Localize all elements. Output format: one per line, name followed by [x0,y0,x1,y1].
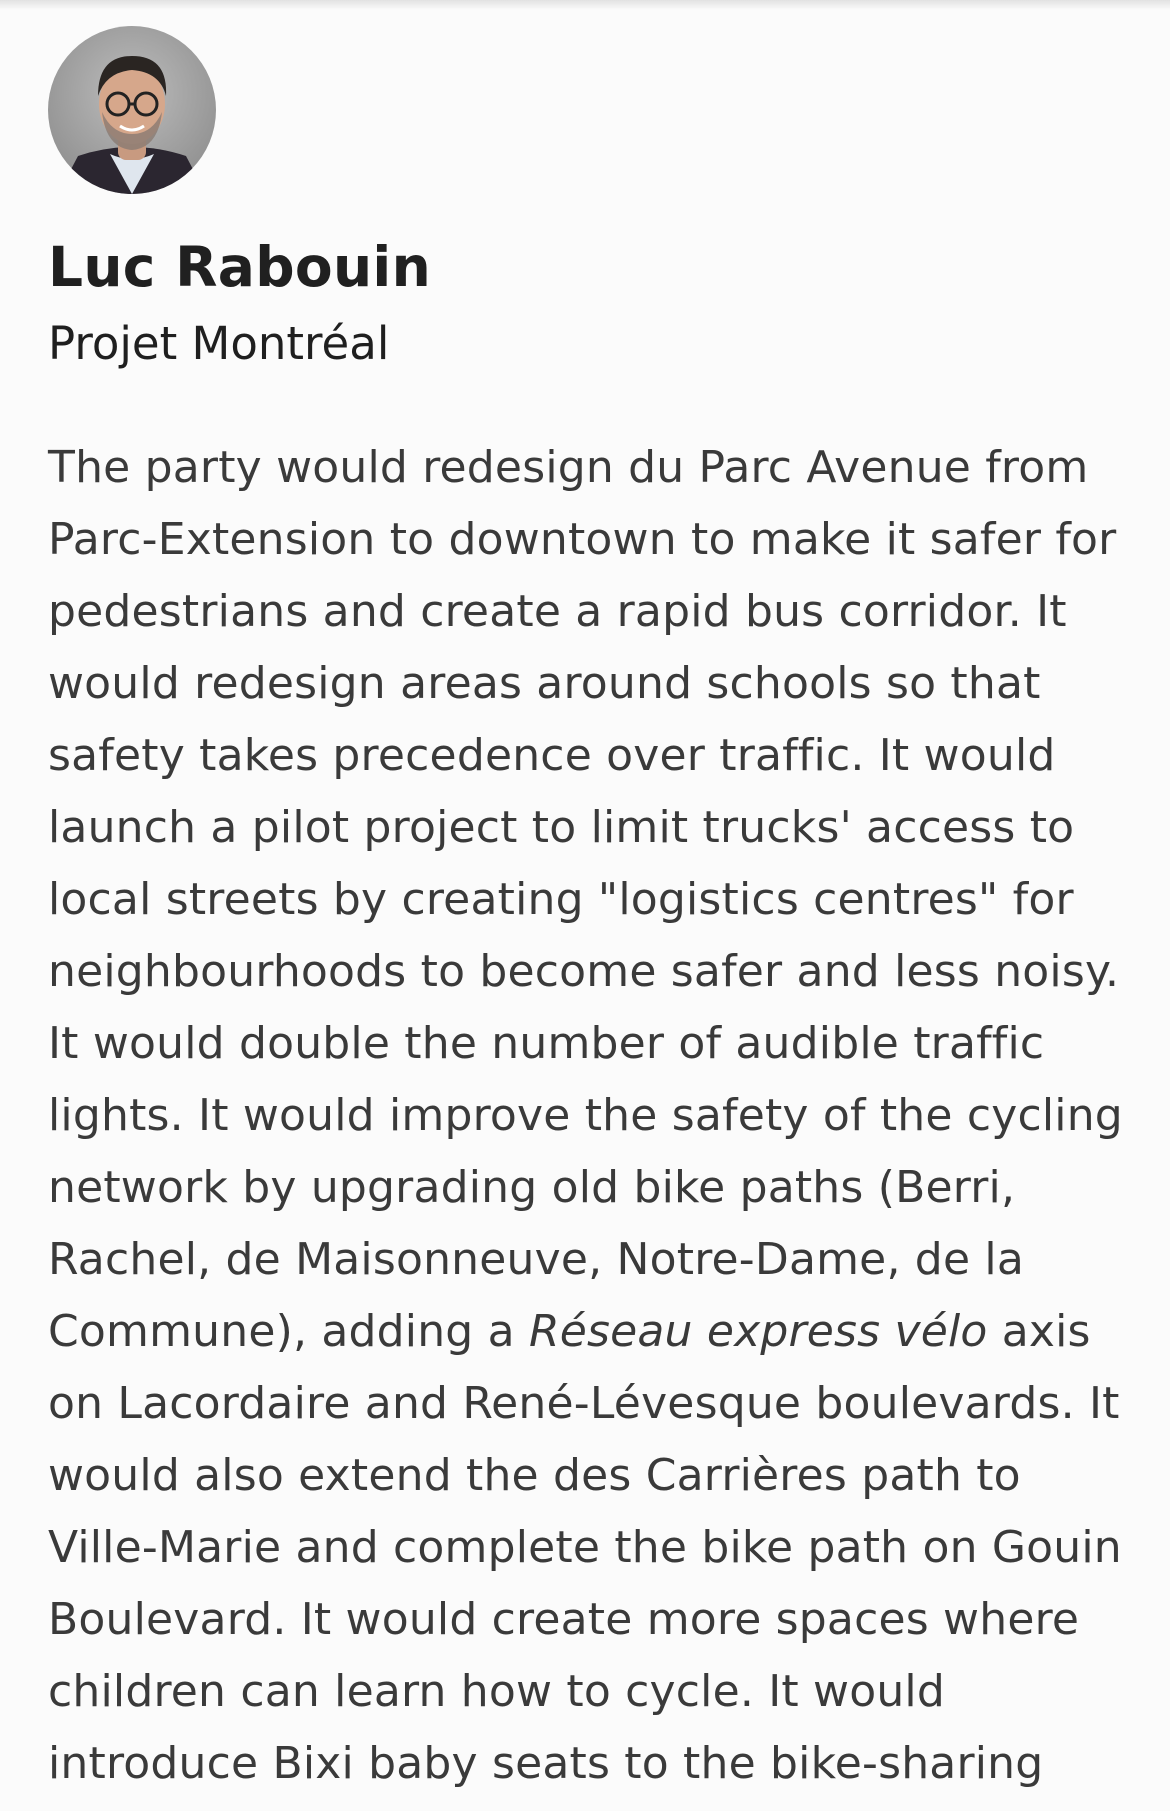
candidate-name: Luc Rabouin [48,235,432,299]
candidate-party: Projet Montréal [48,317,390,370]
bio-text-part1: The party would redesign du Parc Avenue from Parc-Extension to downtown to make it safer for pedestrians and create a rapid bus corridor. It would redesign areas around schools so that safety takes precedence over traffic. It would launch a pilot project to limit trucks' access to local streets by creating "logistics centres" for neighbourhoods to become safer and less noisy. It would double the number of audible traffic lights. It would improve the safety of the cycling network by upgrading old bike paths (Berri, Rachel, de Maisonneuve, Notre-Dame, de la Commune), adding a [48,442,1123,1357]
bio-italic-term: Réseau express vélo [528,1306,988,1357]
candidate-bio [48,432,1128,1800]
top-shadow [0,0,1170,10]
avatar-photo [48,26,216,194]
avatar [48,26,216,194]
bio-text-part2: axis on Lacordaire and René-Lévesque boulevards. It would also extend the des Carrières path to Ville-Marie and complete the bike path on Gouin Boulevard. It would create more spaces where children can learn how to cycle. It would introduce Bixi baby seats to the bike-sharing [48,1306,1122,1789]
candidate-card [48,26,1138,1800]
